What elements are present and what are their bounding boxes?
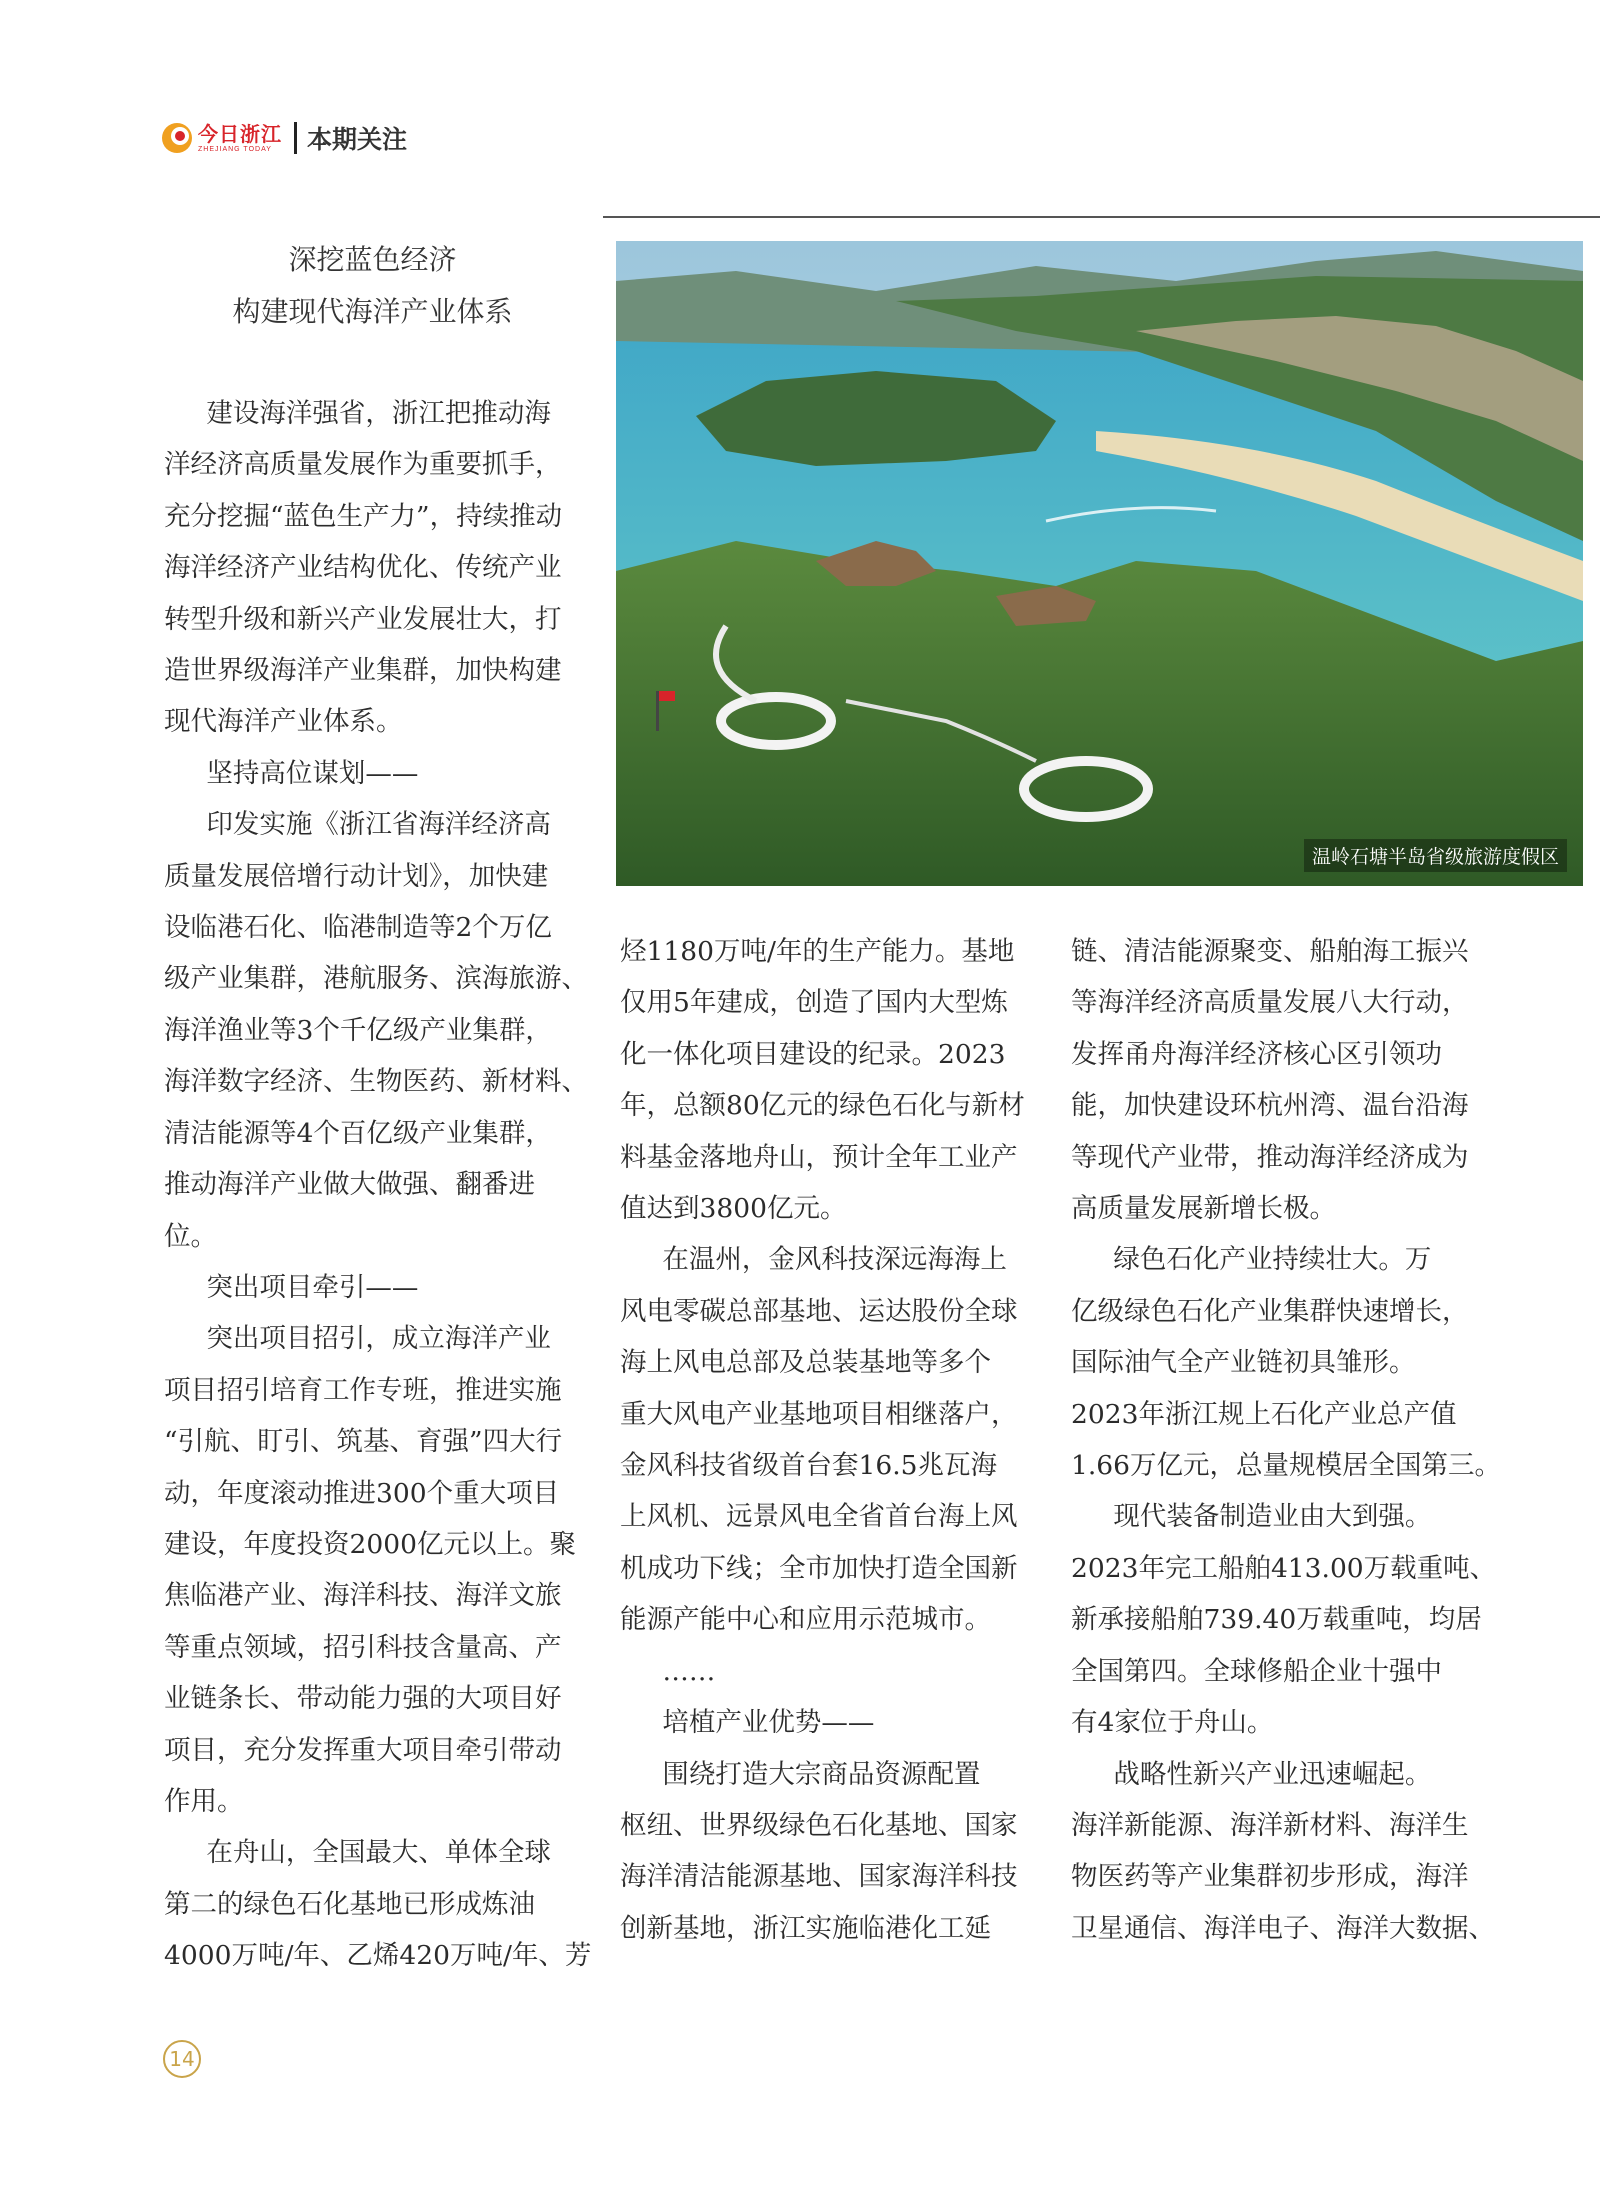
text-line: 海洋经济产业结构优化、传统产业: [164, 552, 562, 584]
text-line: 等海洋经济高质量发展八大行动，: [1071, 987, 1469, 1019]
text-line: 在舟山，全国最大、单体全球: [206, 1837, 551, 1869]
text-line: 海洋新能源、海洋新材料、海洋生: [1071, 1809, 1469, 1841]
text-line: 等现代产业带，推动海洋经济成为: [1071, 1141, 1469, 1173]
text-line: 在温州，金风科技深远海海上: [662, 1244, 1007, 1276]
subheading: 坚持高位谋划——: [206, 757, 419, 789]
section-title: 本期关注: [307, 125, 408, 154]
text-line: 有4家位于舟山。: [1071, 1707, 1274, 1739]
text-line: 重大风电产业基地项目相继落户，: [620, 1398, 1018, 1430]
text-line: 高质量发展新增长极。: [1071, 1193, 1336, 1225]
text-line: 亿级绿色石化产业集群快速增长，: [1071, 1295, 1469, 1327]
text-line: 建设海洋强省，浙江把推动海: [206, 398, 551, 429]
text-line: 业链条长、带动能力强的大项目好: [164, 1683, 562, 1715]
text-line: 海洋清洁能源基地、国家海洋科技: [620, 1861, 1018, 1893]
text-line: 机成功下线；全市加快打造全国新: [620, 1552, 1018, 1584]
text-line: 全国第四。全球修船企业十强中: [1071, 1655, 1442, 1687]
text-line: 造世界级海洋产业集群，加快构建: [164, 655, 562, 687]
text-line: 项目招引培育工作专班，推进实施: [164, 1374, 562, 1406]
text-line: 设临港石化、临港制造等2个万亿: [164, 912, 552, 944]
text-line: 推动海洋产业做大做强、翻番进: [164, 1169, 535, 1201]
text-line: 卫星通信、海洋电子、海洋大数据、: [1071, 1912, 1495, 1944]
text-line: 现代装备制造业由大到强。: [1113, 1501, 1432, 1533]
text-line: 2023年完工船舶413.00万载重吨、: [1071, 1552, 1497, 1584]
text-line: 建设，年度投资2000亿元以上。聚: [164, 1528, 576, 1560]
brand-name: 今日浙江: [198, 121, 282, 146]
text-line: 绿色石化产业持续壮大。万: [1113, 1244, 1432, 1276]
text-line: 作用。: [164, 1785, 244, 1817]
text-line: 等重点领域，招引科技含量高、产: [164, 1631, 562, 1663]
page-number: 14: [163, 2040, 201, 2078]
text-line: 洋经济高质量发展作为重要抓手，: [164, 449, 562, 481]
text-line: 突出项目招引，成立海洋产业: [206, 1323, 551, 1355]
article-column-3: [1071, 926, 1502, 1954]
text-line: 印发实施《浙江省海洋经济高: [206, 809, 551, 841]
text-line: 现代海洋产业体系。: [164, 706, 403, 738]
brand-name-en: ZHEJIANG TODAY: [198, 145, 272, 153]
text-line: 海洋渔业等3个千亿级产业集群，: [164, 1014, 552, 1046]
text-line: 焦临港产业、海洋科技、海洋文旅: [164, 1580, 562, 1612]
sun-logo-icon: [160, 121, 194, 155]
text-line: 金风科技省级首台套16.5兆瓦海: [620, 1450, 998, 1482]
text-line: 海洋数字经济、生物医药、新材料、: [164, 1066, 588, 1098]
text-line: 项目，充分发挥重大项目牵引带动: [164, 1734, 562, 1766]
brand-logo: [198, 121, 282, 153]
text-line: 1.66万亿元，总量规模居全国第三。: [1071, 1450, 1502, 1482]
subheading: 培植产业优势——: [662, 1707, 875, 1739]
text-line: 年，总额80亿元的绿色石化与新材: [620, 1090, 1025, 1122]
photo-caption: 温岭石塘半岛省级旅游度假区: [1304, 839, 1567, 872]
text-line: 4000万吨/年、乙烯420万吨/年、芳: [164, 1940, 592, 1972]
article-title-line1: 深挖蓝色经济: [288, 243, 457, 276]
text-line: 质量发展倍增行动计划》，加快建: [164, 860, 549, 892]
text-line: 化一体化项目建设的纪录。2023: [620, 1038, 1006, 1070]
text-line: 发挥甬舟海洋经济核心区引领功: [1071, 1038, 1442, 1070]
text-line: 第二的绿色石化基地已形成炼油: [164, 1888, 535, 1920]
text-line: 枢纽、世界级绿色石化基地、国家: [620, 1809, 1018, 1841]
text-line: 料基金落地舟山，预计全年工业产: [620, 1141, 1018, 1173]
text-line: 位。: [164, 1220, 217, 1252]
text-line: 风电零碳总部基地、运达股份全球: [620, 1295, 1018, 1327]
text-line: 创新基地，浙江实施临港化工延: [620, 1912, 991, 1944]
photo-illustration: [616, 241, 1583, 886]
text-line: 新承接船舶739.40万载重吨，均居: [1071, 1604, 1482, 1636]
text-line: 烃1180万吨/年的生产能力。基地: [620, 936, 1015, 967]
ellipsis: ……: [662, 1655, 716, 1687]
text-line: 能，加快建设环杭州湾、温台沿海: [1071, 1090, 1469, 1122]
text-line: 海上风电总部及总装基地等多个: [620, 1347, 991, 1379]
article-column-2: [620, 926, 1040, 1954]
text-line: 仅用5年建成，创造了国内大型炼: [620, 987, 1008, 1019]
text-line: 级产业集群，港航服务、滨海旅游、: [164, 963, 588, 995]
text-line: 2023年浙江规上石化产业总产值: [1071, 1398, 1457, 1430]
text-line: 值达到3800亿元。: [620, 1193, 847, 1225]
text-line: 链、清洁能源聚变、船舶海工振兴: [1071, 936, 1469, 967]
text-line: 能源产能中心和应用示范城市。: [620, 1604, 991, 1636]
text-line: 围绕打造大宗商品资源配置: [662, 1758, 981, 1790]
text-line: 战略性新兴产业迅速崛起。: [1113, 1758, 1432, 1790]
text-line: 上风机、远景风电全省首台海上风: [620, 1501, 1018, 1533]
text-line: 国际油气全产业链初具雏形。: [1071, 1347, 1416, 1379]
top-rule: [603, 216, 1600, 218]
text-line: 动，年度滚动推进300个重大项目: [164, 1477, 560, 1509]
text-line: 转型升级和新兴产业发展壮大，打: [164, 603, 562, 635]
text-line: 充分挖掘“蓝色生产力”，持续推动: [164, 500, 563, 532]
masthead: [160, 118, 407, 158]
text-line: “引航、盯引、筑基、育强”四大行: [164, 1426, 563, 1458]
text-line: 物医药等产业集群初步形成，海洋: [1071, 1861, 1469, 1893]
subheading: 突出项目牵引——: [206, 1271, 419, 1303]
article-column-1: [164, 388, 594, 1982]
header-divider: [294, 122, 297, 154]
article-title-line2: 构建现代海洋产业体系: [232, 295, 513, 328]
coastal-resort-photo: [616, 241, 1583, 886]
text-line: 清洁能源等4个百亿级产业集群，: [164, 1117, 552, 1149]
